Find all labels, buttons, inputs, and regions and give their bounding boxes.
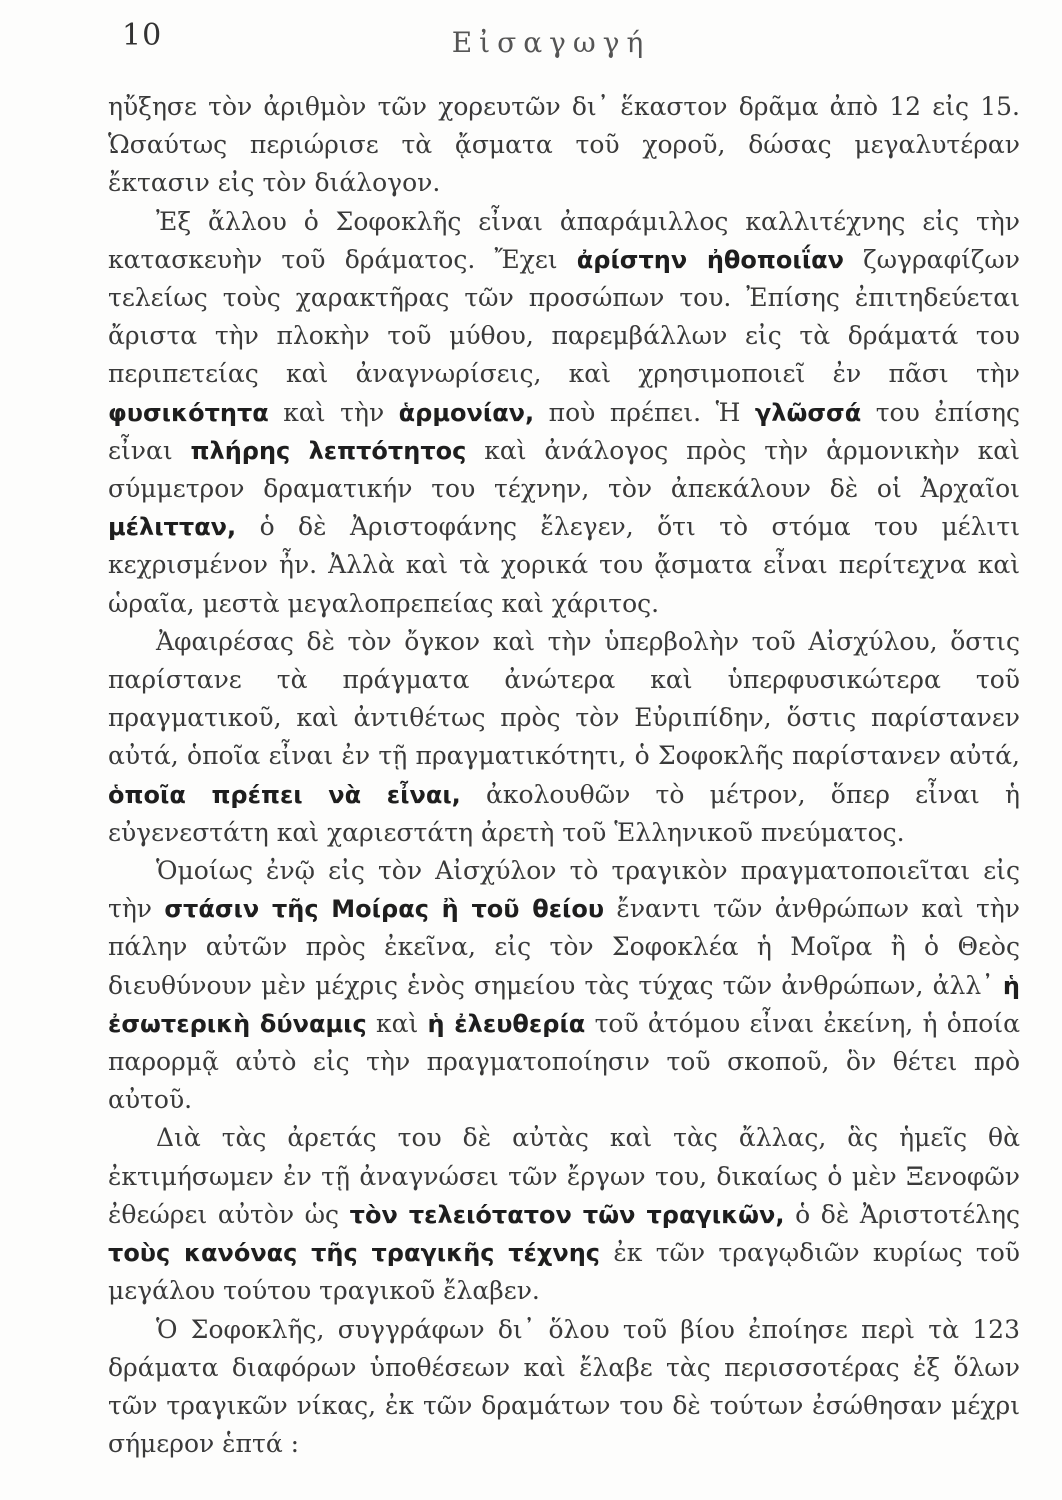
bold-phrase: τὸν τελειότατον τῶν τραγικῶν, [349, 1200, 785, 1229]
text-run: ηὔξησε τὸν ἀριθμὸν τῶν χορευτῶν δι᾽ ἕκαστον δρᾶμα ἀπὸ 12 εἰς 15. Ὡσαύτως περιώρισε τὰ ᾄσματα τοῦ χοροῦ, δώσας μεγαλυτέραν ἔκτασιν εἰς τὸν διάλογον. [108, 92, 1020, 198]
text-run: καὶ τὴν [268, 397, 399, 427]
text-run: Ὁ Σοφοκλῆς, συγγράφων δι᾽ ὅλου τοῦ βίου ἐποίησε περὶ τὰ 123 δράματα διαφόρων ὑποθέσεων καὶ ἔλαβε τὰς περισσοτέρας ἐξ ὅλων τῶν τραγικῶν νίκας, ἐκ τῶν δραμάτων του δὲ τούτων ἐσώθησαν μέχρι σήμερον ἑπτά : [108, 1314, 1020, 1459]
bold-phrase: φυσικότητα [108, 398, 269, 427]
text-run: ἔναντι τῶν ἀνθρώπων καὶ τὴν πάλην αὐτῶν πρὸς ἐκεῖνα, εἰς τὸν Σοφοκλέα ἡ Μοῖρα ἢ ὁ Θεὸς διευθύνουν μὲν μέχρις ἑνὸς σημείου τὰς τύχας τῶν ἀνθρώπων, ἀλλ᾽ [108, 894, 1020, 1000]
paragraph [108, 1119, 1020, 1310]
text-run: ζωγραφίζων τελείως τοὺς χαρακτῆρας τῶν προσώπων του. Ἐπίσης ἐπιτηδεύεται ἄριστα τὴν πλοκὴν τοῦ μύθου, παρεμβάλλων εἰς τὰ δράματά του περιπετείας καὶ ἀναγνωρίσεις, καὶ χρησιμοποιεῖ ἐν πᾶσι τὴν [108, 244, 1021, 389]
text-run: ὁ δὲ Ἀριστοφάνης ἔλεγεν, ὅτι τὸ στόμα του μέλιτι κεχρισμένον ἦν. Ἀλλὰ καὶ τὰ χορικά του ᾄσματα εἶναι περίτεχνα καὶ ὡραῖα, μεστὰ μεγαλοπρεπείας καὶ χάριτος. [108, 512, 1020, 618]
text-run: ἐκ τῶν τραγῳδιῶν κυρίως τοῦ μεγάλου τούτου τραγικοῦ ἔλαβεν. [108, 1238, 1021, 1306]
paragraph [108, 88, 1020, 203]
paragraph [108, 203, 1020, 623]
bold-phrase: πλήρης λεπτότητος [190, 436, 467, 465]
text-run: του ἐπίσης εἶναι [108, 397, 1021, 465]
bold-phrase: μέλιτταν, [108, 513, 237, 542]
bold-phrase: ἁρμονίαν, [398, 398, 535, 427]
bold-phrase: γλῶσσά [754, 398, 862, 427]
paragraph [108, 623, 1020, 852]
running-title: Εἰσαγωγή [451, 26, 651, 59]
text-run: καὶ ἀνάλογος πρὸς τὴν ἁρμονικὴν καὶ σύμμετρον δραματικήν του τέχνην, τὸν ἀπεκάλουν δὲ οἱ Ἀρχαῖοι [108, 435, 1020, 504]
paragraph [108, 852, 1020, 1119]
text-run: ποὺ πρέπει. Ἡ [534, 397, 755, 427]
text-run: τοῦ ἀτόμου εἶναι ἐκείνη, ἡ ὁποία παρορμᾷ αὐτὸ εἰς τὴν πραγματοποίησιν τοῦ σκοποῦ, ὃν θέτει πρὸ αὐτοῦ. [108, 1008, 1020, 1115]
bold-phrase: ἀρίστην ἠθοποιΐαν [576, 245, 844, 274]
page-number: 10 [122, 18, 163, 53]
bold-phrase: ἡ ἐσωτερικὴ δύναμις [108, 971, 1020, 1038]
text-run: Ἐξ ἄλλου ὁ Σοφοκλῆς εἶναι ἀπαράμιλλος καλλιτέχνης εἰς τὴν κατασκευὴν τοῦ δράματος. Ἔχει [108, 206, 1020, 274]
body-text [108, 88, 1020, 1463]
text-run: Ὁμοίως ἐνῷ εἰς τὸν Αἰσχύλον τὸ τραγικὸν πραγματοποιεῖται εἰς τὴν [108, 856, 1020, 924]
text-run: Ἀφαιρέσας δὲ τὸν ὄγκον καὶ τὴν ὑπερβολὴν τοῦ Αἰσχύλου, ὅστις παρίστανε τὰ πράγματα ἀνώτερα καὶ ὑπερφυσικώτερα τοῦ πραγματικοῦ, καὶ ἀντιθέτως πρὸς τὸν Εὐριπίδην, ὅστις παρίστανεν αὐτά, ὁποῖα εἶναι ἐν τῇ πραγματικότητι, ὁ Σοφοκλῆς παρίστανεν αὐτά, [108, 626, 1020, 771]
text-run: ὁ δὲ Ἀριστοτέλης [784, 1199, 1020, 1229]
text-run: ἀκολουθῶν τὸ μέτρον, ὅπερ εἶναι ἡ εὐγενεστάτη καὶ χαριεστάτη ἀρετὴ τοῦ Ἑλληνικοῦ πνεύματος. [108, 779, 1020, 847]
paragraph [108, 1311, 1020, 1464]
text-run: καὶ [366, 1008, 428, 1038]
bold-phrase: ὁποῖα πρέπει νὰ εἶναι, [108, 780, 461, 809]
text-run: Διὰ τὰς ἀρετάς του δὲ αὐτὰς καὶ τὰς ἄλλας, ἃς ἡμεῖς θὰ ἐκτιμήσωμεν ἐν τῇ ἀναγνώσει τῶν ἔργων του, δικαίως ὁ μὲν Ξενοφῶν ἐθεώρει αὐτὸν ὡς [108, 1123, 1020, 1229]
bold-phrase: τοὺς κανόνας τῆς τραγικῆς τέχνης [108, 1239, 601, 1268]
bold-phrase: ἡ ἐλευθερία [427, 1009, 586, 1038]
bold-phrase: στάσιν τῆς Μοίρας ἢ τοῦ θείου [164, 895, 605, 924]
